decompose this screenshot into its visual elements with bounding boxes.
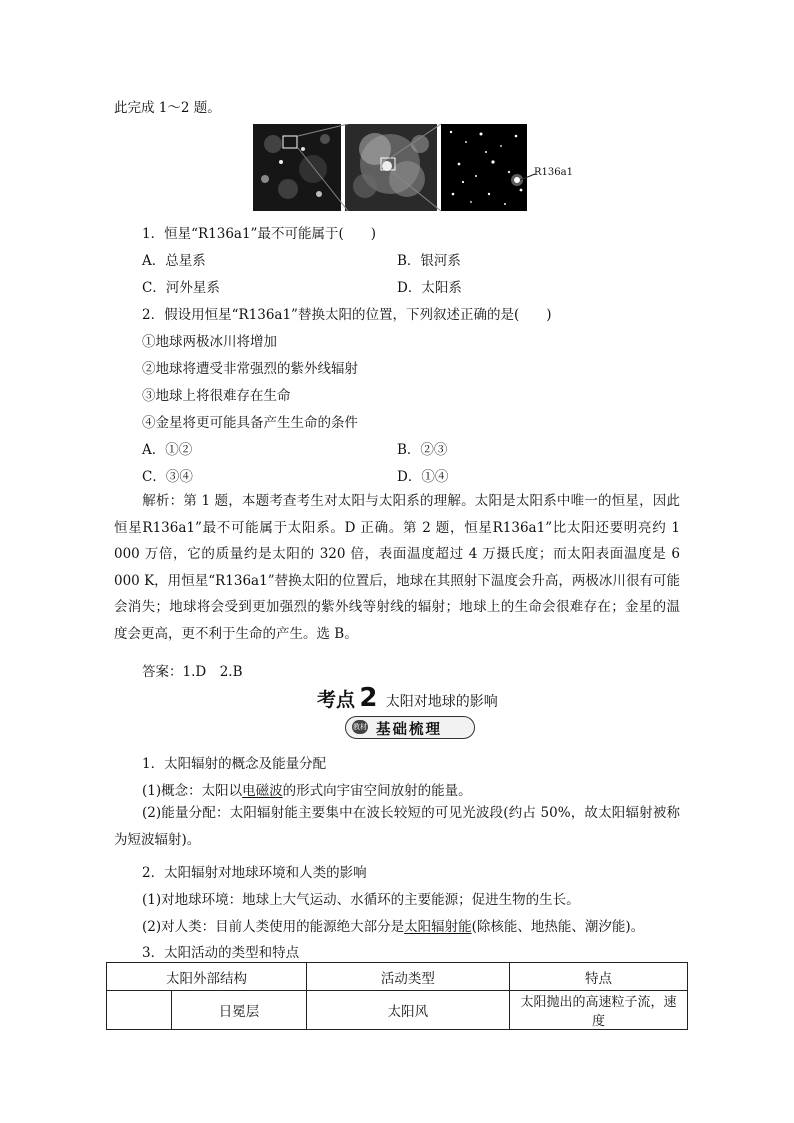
q2-option-b: B．②③	[397, 442, 448, 458]
heading-3: 3．太阳活动的类型和特点	[142, 945, 300, 961]
concept-underline: 电磁波	[242, 783, 283, 799]
table-cell: 日冕层	[172, 991, 307, 1030]
section-title: 太阳对地球的影响	[385, 694, 498, 710]
q1-option-a: A．总星系	[142, 253, 206, 269]
q1-stem: 1．恒星“R136a1”最不可能属于( )	[142, 226, 376, 242]
table-header-cell: 特点	[509, 963, 687, 991]
q2-option-a: A．①②	[142, 442, 193, 458]
earth-environment-paragraph: (1)对地球环境：地球上大气运动、水循环的主要能源；促进生物的生长。	[142, 892, 580, 908]
table-header-cell: 活动类型	[306, 963, 509, 991]
section-heading	[317, 683, 498, 713]
concept-text-post: 的形式向宇宙空间放射的能量。	[282, 783, 472, 799]
basic-review-badge	[345, 716, 475, 739]
heading-2: 2．太阳辐射对地球环境和人类的影响	[142, 865, 367, 881]
q2-statement-3: ③地球上将很难存在生命	[142, 388, 291, 404]
q2-option-d: D．①④	[397, 469, 449, 485]
human-underline: 太阳辐射能	[404, 919, 472, 935]
heading-1: 1．太阳辐射的概念及能量分配	[142, 756, 327, 772]
answer-line: 答案：1.D 2.B	[142, 664, 243, 680]
table-row	[107, 991, 688, 1030]
analysis-paragraph	[114, 488, 680, 647]
badge-label: 基础梳理	[376, 722, 442, 738]
concept-paragraph	[142, 779, 472, 799]
table-cell: 太阳抛出的高速粒子流，速度	[509, 991, 687, 1030]
q2-statement-1: ①地球两极冰川将增加	[142, 334, 277, 350]
q1-option-b: B．银河系	[397, 253, 461, 269]
table-header-cell: 太阳外部结构	[107, 963, 307, 991]
table-cell: 太阳风	[306, 991, 509, 1030]
q2-statement-4: ④金星将更可能具备产生生命的条件	[142, 415, 358, 431]
section-prefix: 考点	[317, 689, 356, 711]
human-text-post: (除核能、地热能、潮汐能)。	[471, 919, 645, 935]
concept-text-pre: (1)概念：太阳以	[142, 783, 243, 799]
human-paragraph	[142, 915, 644, 935]
analysis-text: 解析：第 1 题，本题考查考生对太阳与太阳系的理解。太阳是太阳系中唯一的恒星，因此恒星R136a1”最不可能属于太阳系。D 正确。第 2 题，恒星R136a1”比太阳还要明亮约 1 000 万倍，它的质量约是太阳的 320 倍，表面温度超过 4 万摄氏度；而太阳表面温度是 6 000 K，用恒星“R136a1”替换太阳的位置后，地球在其照射下温度会升高，两极冰川很有可能会消失；地球将会受到更加强烈的紫外线等射线的辐射；地球上的生命会很难存在；金星的温度会更高，更不利于生命的产生。选 B。	[114, 493, 680, 642]
table-cell	[107, 991, 172, 1030]
q2-statement-2: ②地球将遭受非常强烈的紫外线辐射	[142, 361, 358, 377]
star-cluster-photo	[441, 124, 527, 211]
solar-activity-table	[106, 962, 688, 1030]
section-number: 2	[359, 683, 378, 713]
energy-paragraph	[114, 800, 680, 853]
q1-option-c: C．河外星系	[142, 280, 220, 296]
intro-line: 此完成 1～2 题。	[114, 100, 221, 116]
r136a1-label: R136a1	[534, 167, 573, 178]
human-text-pre: (2)对人类：目前人类使用的能源绝大部分是	[142, 919, 405, 935]
q2-option-c: C．③④	[142, 469, 193, 485]
zoom-connector-lines	[286, 124, 446, 214]
table-header-row	[107, 963, 688, 991]
textbook-icon: 教材	[352, 720, 368, 734]
q1-option-d: D．太阳系	[397, 280, 462, 296]
q2-stem: 2．假设用恒星“R136a1”替换太阳的位置，下列叙述正确的是( )	[142, 307, 552, 323]
energy-text: (2)能量分配：太阳辐射能主要集中在波长较短的可见光波段(约占 50%，故太阳辐射被称为短波辐射)。	[114, 805, 680, 848]
